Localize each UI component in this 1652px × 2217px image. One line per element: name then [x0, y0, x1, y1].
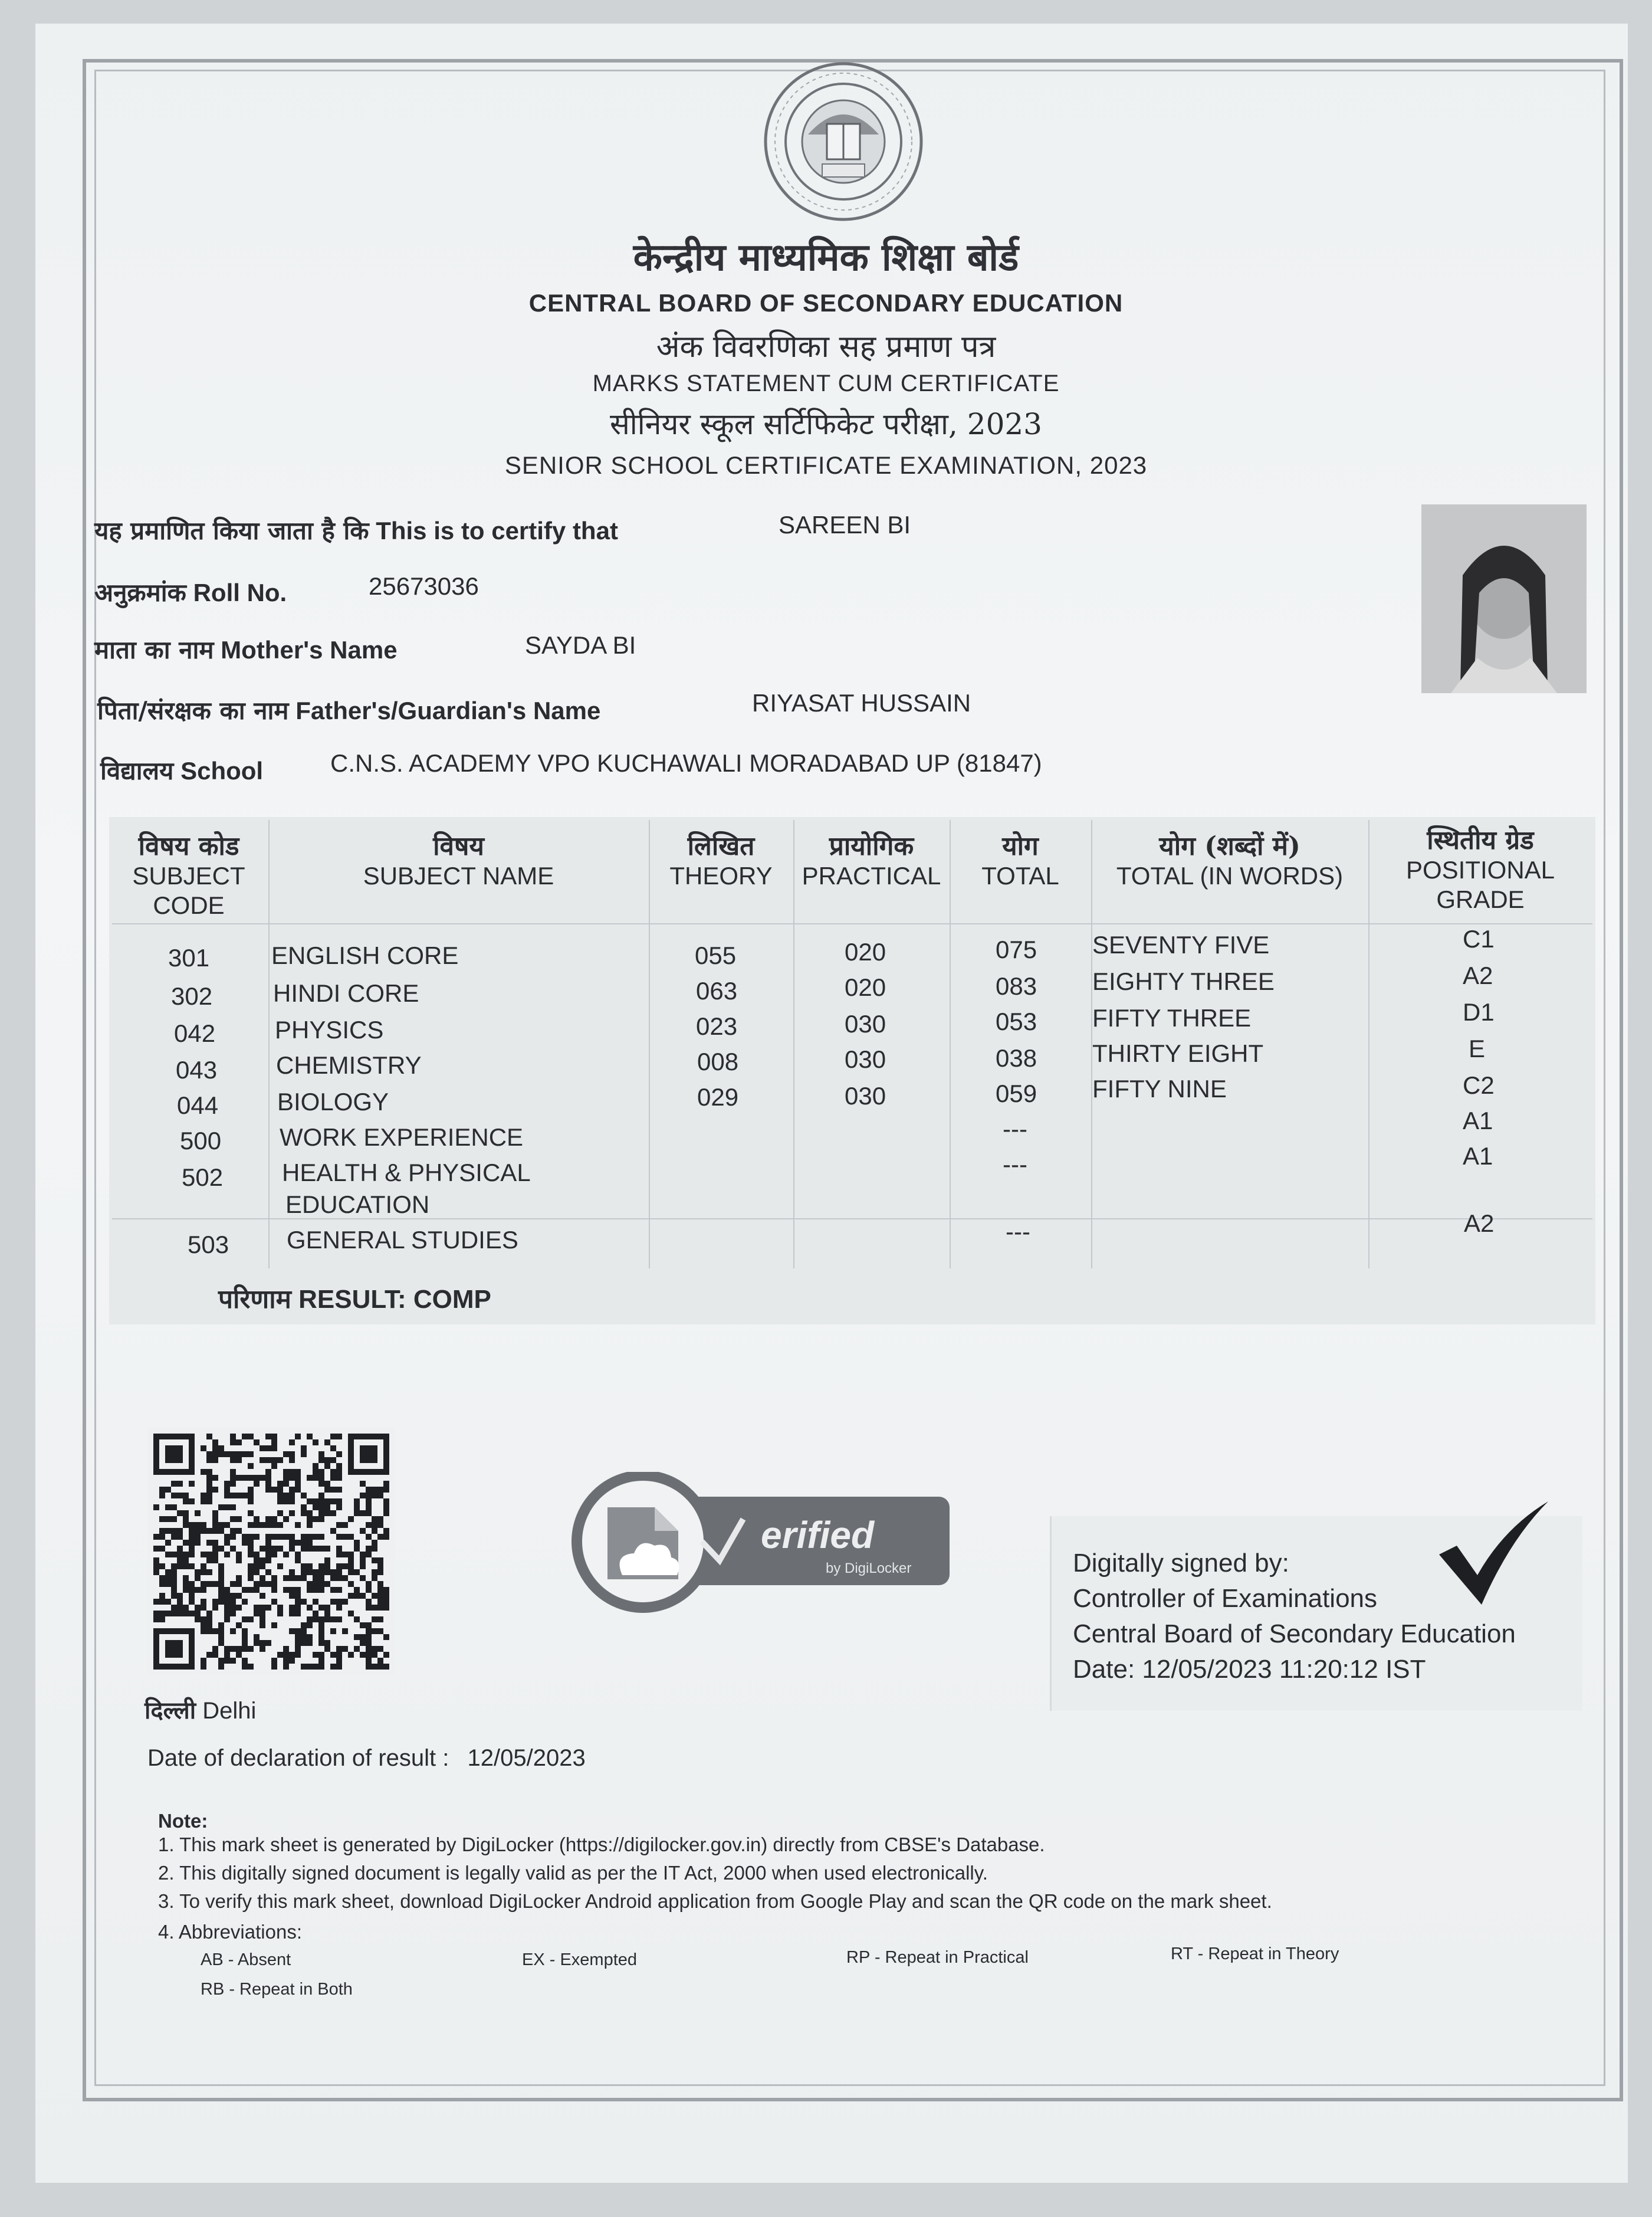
row-theory: 008 — [697, 1048, 739, 1075]
header-subject-code: विषय कोड SUBJECT CODE — [132, 831, 245, 919]
check-mark-icon — [1433, 1498, 1551, 1611]
row-subject: HINDI CORE — [273, 979, 419, 1007]
notes-title: Note: — [158, 1810, 208, 1832]
row-practical: 030 — [845, 1045, 886, 1073]
row-code: 500 — [180, 1127, 222, 1155]
roll-number: 25673036 — [369, 572, 479, 600]
abbr-repeat-practical: RP - Repeat in Practical — [846, 1948, 1029, 1967]
certify-label: यह प्रमाणित किया जाता है कि This is to certify that — [94, 516, 618, 545]
table-divider — [649, 820, 650, 1268]
signature-line-2: Controller of Examinations — [1073, 1584, 1378, 1613]
note-item: 1. This mark sheet is generated by DigiLocker (https://digilocker.gov.in) directly from CBSE's Database. — [158, 1834, 1045, 1855]
board-name-english: CENTRAL BOARD OF SECONDARY EDUCATION — [528, 289, 1124, 317]
row-total: 038 — [996, 1044, 1037, 1072]
school-name: C.N.S. ACADEMY VPO KUCHAWALI MORADABAD UP (81847) — [330, 749, 1042, 777]
abbr-exempted: EX - Exempted — [522, 1950, 638, 1969]
student-name: SAREEN BI — [779, 511, 911, 539]
row-practical: 020 — [845, 938, 886, 966]
header-grade: स्थितीय ग्रेड POSITIONAL GRADE — [1405, 825, 1555, 913]
header-total: योग TOTAL — [981, 831, 1059, 890]
row-grade: A2 — [1464, 1209, 1495, 1237]
row-total-words: FIFTY THREE — [1092, 1004, 1252, 1032]
row-grade: C1 — [1463, 925, 1495, 953]
mother-name: SAYDA BI — [525, 631, 636, 659]
place: दिल्ली Delhi — [144, 1697, 257, 1724]
document-title-english: MARKS STATEMENT CUM CERTIFICATE — [592, 370, 1060, 396]
row-total-words: EIGHTY THREE — [1092, 968, 1275, 995]
header-total-words: योग (शब्दों में) TOTAL (IN WORDS) — [1116, 831, 1344, 890]
header-subject-name: विषय SUBJECT NAME — [363, 831, 554, 890]
roll-label: अनुक्रमांक Roll No. — [94, 578, 287, 607]
abbr-absent: AB - Absent — [201, 1950, 291, 1969]
table-divider — [950, 820, 951, 1268]
verified-digilocker-badge — [566, 1472, 961, 1613]
row-subject: CHEMISTRY — [276, 1051, 422, 1079]
note-item: 4. Abbreviations: — [158, 1921, 302, 1943]
school-label: विद्यालय School — [100, 756, 264, 785]
table-divider — [793, 820, 794, 1268]
board-name-hindi: केन्द्रीय माध्यमिक शिक्षा बोर्ड — [633, 235, 1019, 280]
row-code: 042 — [174, 1019, 216, 1047]
row-total: 053 — [996, 1008, 1037, 1035]
row-practical: 030 — [845, 1082, 886, 1110]
row-total: 083 — [996, 972, 1037, 1000]
row-subject: GENERAL STUDIES — [287, 1226, 518, 1254]
row-grade: A2 — [1463, 962, 1493, 989]
mother-label: माता का नाम Mother's Name — [94, 635, 398, 664]
row-grade: A1 — [1463, 1107, 1493, 1134]
declaration-date: Date of declaration of result : 12/05/2023 — [147, 1745, 586, 1771]
row-subject-line2: EDUCATION — [285, 1191, 430, 1218]
row-code: 502 — [182, 1163, 224, 1191]
result-line: परिणाम RESULT: COMP — [218, 1284, 491, 1314]
row-total-words: FIFTY NINE — [1092, 1075, 1227, 1103]
row-total: 075 — [996, 936, 1037, 963]
row-grade: E — [1469, 1035, 1486, 1062]
father-name: RIYASAT HUSSAIN — [752, 689, 971, 717]
row-total: 059 — [996, 1080, 1037, 1107]
row-code: 044 — [177, 1091, 219, 1119]
row-subject: ENGLISH CORE — [271, 942, 459, 969]
father-label: पिता/संरक्षक का नाम Father's/Guardian's Name — [97, 696, 601, 725]
row-total: --- — [1003, 1115, 1027, 1143]
qr-code[interactable] — [147, 1428, 395, 1675]
verified-text: erified — [761, 1514, 875, 1556]
signature-line-4: Date: 12/05/2023 11:20:12 IST — [1073, 1655, 1426, 1684]
table-divider — [1368, 820, 1369, 1268]
row-code: 301 — [168, 944, 210, 972]
row-subject: WORK EXPERIENCE — [280, 1123, 524, 1151]
exam-title-english: SENIOR SCHOOL CERTIFICATE EXAMINATION, 2023 — [504, 451, 1148, 479]
header-practical: प्रायोगिक PRACTICAL — [802, 831, 941, 890]
row-total-words: SEVENTY FIVE — [1092, 931, 1270, 959]
row-theory: 055 — [695, 942, 737, 969]
result-value: COMP — [413, 1285, 491, 1314]
row-practical: 020 — [845, 973, 886, 1001]
abbr-repeat-theory: RT - Repeat in Theory — [1171, 1944, 1339, 1963]
document-title-hindi: अंक विवरणिका सह प्रमाण पत्र — [656, 329, 996, 365]
row-theory: 029 — [697, 1083, 739, 1111]
table-divider — [112, 923, 1592, 924]
abbr-repeat-both: RB - Repeat in Both — [201, 1980, 353, 1999]
row-code: 043 — [176, 1056, 218, 1084]
row-grade: A1 — [1463, 1142, 1493, 1170]
signature-line-1: Digitally signed by: — [1073, 1549, 1289, 1578]
table-divider — [268, 820, 270, 1268]
signature-line-3: Central Board of Secondary Education — [1073, 1619, 1516, 1648]
row-subject: PHYSICS — [275, 1016, 384, 1044]
row-subject: BIOLOGY — [277, 1088, 389, 1116]
student-photo — [1421, 504, 1587, 693]
row-code: 302 — [171, 982, 213, 1010]
header-theory: लिखित THEORY — [669, 831, 773, 890]
row-total: --- — [1006, 1218, 1030, 1245]
row-subject: HEALTH & PHYSICAL — [282, 1159, 531, 1186]
verified-subtext: by DigiLocker — [826, 1560, 912, 1576]
row-total: --- — [1003, 1150, 1027, 1178]
cbse-seal-logo — [761, 59, 926, 224]
row-total-words: THIRTY EIGHT — [1092, 1039, 1264, 1067]
row-grade: D1 — [1463, 998, 1495, 1026]
row-theory: 023 — [696, 1012, 738, 1040]
note-item: 2. This digitally signed document is legally valid as per the IT Act, 2000 when used electronically. — [158, 1862, 988, 1884]
row-code: 503 — [188, 1231, 229, 1258]
row-theory: 063 — [696, 977, 738, 1005]
row-practical: 030 — [845, 1010, 886, 1038]
note-item: 3. To verify this mark sheet, download DigiLocker Android application from Google Play and scan the QR code on the mark sheet. — [158, 1890, 1272, 1912]
row-grade: C2 — [1463, 1071, 1495, 1099]
exam-title-hindi: सीनियर स्कूल सर्टिफिकेट परीक्षा, 2023 — [609, 407, 1042, 441]
